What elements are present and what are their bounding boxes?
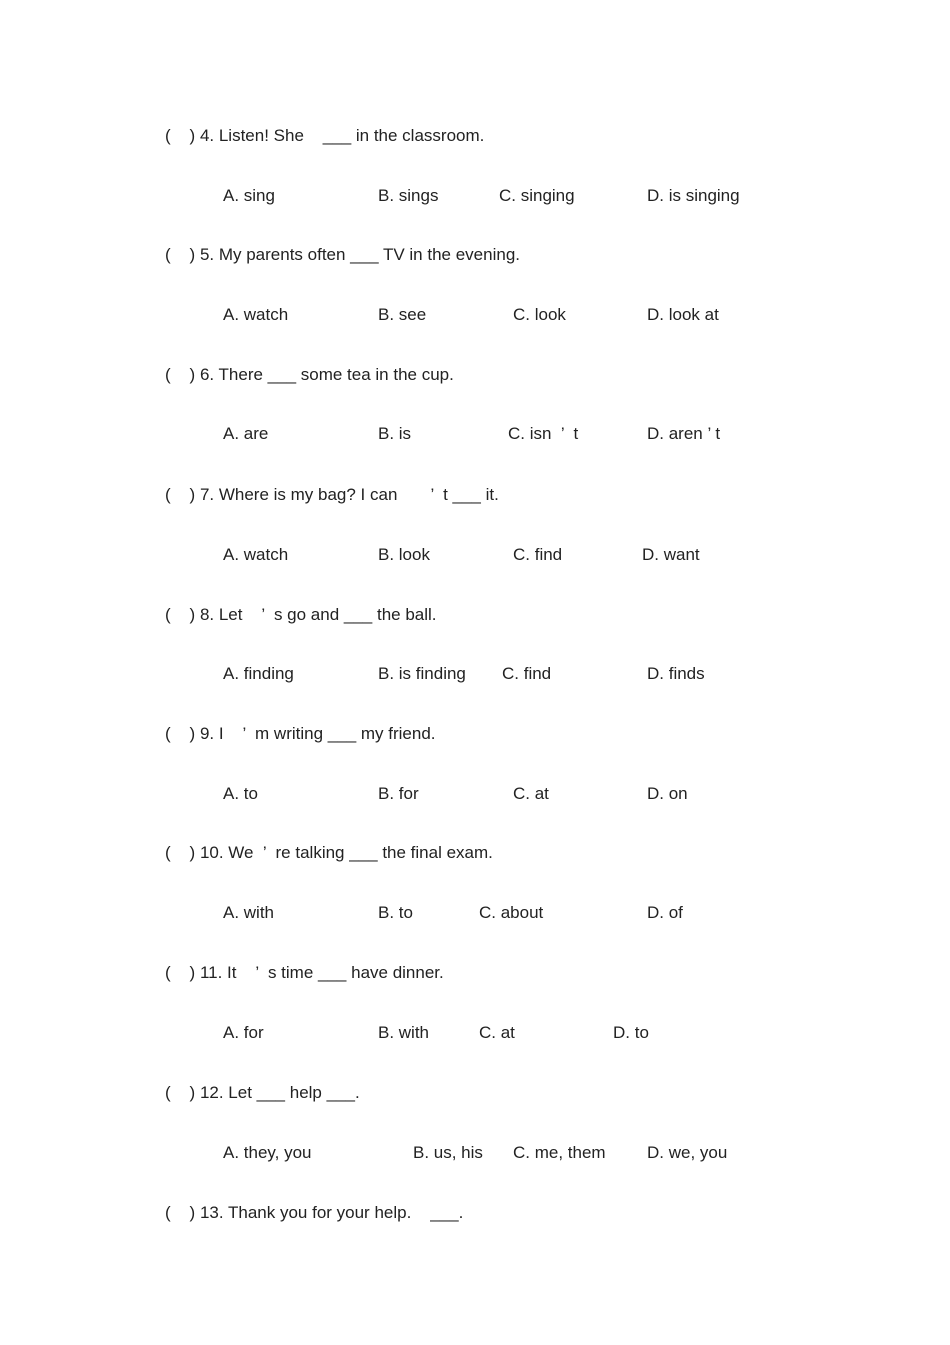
question-8-option-b: B. is finding: [378, 664, 466, 683]
question-12-option-c: C. me, them: [513, 1143, 606, 1162]
question-4-option-a: A. sing: [223, 186, 275, 205]
question-5-option-c: C. look: [513, 305, 566, 324]
question-8-option-c: C. find: [502, 664, 552, 683]
question-10-option-a: A. with: [223, 903, 275, 922]
question-7-stem: ( ) 7. Where is my bag? I can ’ t ___ it.: [165, 485, 499, 504]
question-6-option-d: D. aren ’ t: [647, 424, 721, 443]
question-9-option-c: C. at: [513, 784, 549, 803]
question-7-option-a: A. watch: [223, 545, 289, 564]
question-10-option-c: C. about: [479, 903, 544, 922]
question-12-option-a: A. they, you: [223, 1143, 312, 1162]
question-9-stem: ( ) 9. I ’ m writing ___ my friend.: [165, 724, 436, 743]
question-5-option-a: A. watch: [223, 305, 289, 324]
question-11-option-d: D. to: [613, 1023, 649, 1042]
question-8-stem: ( ) 8. Let ’ s go and ___ the ball.: [165, 605, 437, 624]
question-7-option-b: B. look: [378, 545, 430, 564]
question-4-option-d: D. is singing: [647, 186, 740, 205]
question-12-option-b: B. us, his: [413, 1143, 483, 1162]
question-5-option-d: D. look at: [647, 305, 719, 324]
question-11-stem: ( ) 11. It ’ s time ___ have dinner.: [165, 963, 444, 982]
question-12-stem: ( ) 12. Let ___ help ___.: [165, 1083, 360, 1102]
question-9-option-b: B. for: [378, 784, 419, 803]
question-10-option-d: D. of: [647, 903, 683, 922]
question-4-option-b: B. sings: [378, 186, 439, 205]
question-7-option-c: C. find: [513, 545, 563, 564]
question-4-option-c: C. singing: [499, 186, 575, 205]
question-6-option-b: B. is: [378, 424, 412, 443]
question-9-option-d: D. on: [647, 784, 688, 803]
question-5-stem: ( ) 5. My parents often ___ TV in the evening.: [165, 245, 520, 264]
question-11-option-b: B. with: [378, 1023, 430, 1042]
question-6-option-a: A. are: [223, 424, 269, 443]
question-12-option-d: D. we, you: [647, 1143, 728, 1162]
question-10-stem: ( ) 10. We ’ re talking ___ the final exam.: [165, 843, 493, 862]
question-4-stem: ( ) 4. Listen! She ___ in the classroom.: [165, 126, 485, 145]
question-5-option-b: B. see: [378, 305, 427, 324]
question-11-option-a: A. for: [223, 1023, 264, 1042]
question-13-stem: ( ) 13. Thank you for your help. ___.: [165, 1203, 464, 1222]
question-11-option-c: C. at: [479, 1023, 515, 1042]
question-7-option-d: D. want: [642, 545, 700, 564]
question-9-option-a: A. to: [223, 784, 258, 803]
question-8-option-a: A. finding: [223, 664, 294, 683]
question-6-stem: ( ) 6. There ___ some tea in the cup.: [165, 365, 454, 384]
question-6-option-c: C. isn ’ t: [508, 424, 579, 443]
question-8-option-d: D. finds: [647, 664, 705, 683]
question-10-option-b: B. to: [378, 903, 413, 922]
